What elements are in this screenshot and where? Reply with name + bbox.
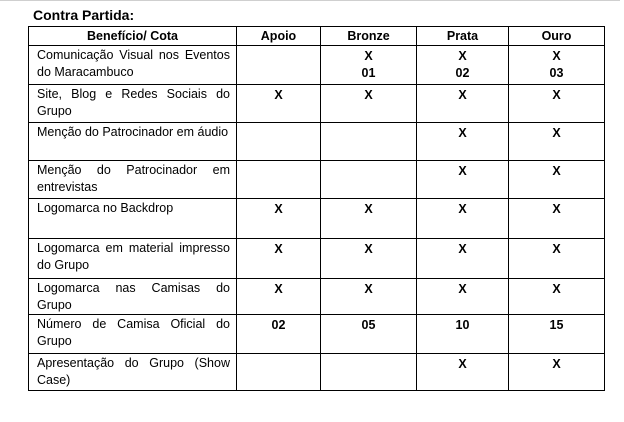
benefit-cell: Apresentação do Grupo (Show Case) xyxy=(29,354,237,391)
cota-bronze-cell: X xyxy=(321,199,417,239)
cota-bronze-cell xyxy=(321,46,417,85)
cota-ouro-cell: X xyxy=(509,123,605,161)
cota-bronze-cell: X xyxy=(321,239,417,279)
cota-apoio-cell: X xyxy=(237,279,321,315)
cota-bronze-cell: 05 xyxy=(321,315,417,354)
cota-apoio-cell: X xyxy=(237,199,321,239)
cota-prata-cell: X xyxy=(417,279,509,315)
cota-ouro-cell xyxy=(509,46,605,85)
cell-value: 01 xyxy=(361,65,376,80)
table-row xyxy=(29,85,605,123)
cota-bronze-cell: X xyxy=(321,279,417,315)
table-row xyxy=(29,161,605,199)
benefit-cell: Site, Blog e Redes Sociais do Grupo xyxy=(29,85,237,123)
cell-value: 03 xyxy=(549,65,564,80)
table-row xyxy=(29,123,605,161)
cota-ouro-cell: X xyxy=(509,85,605,123)
benefit-cell: Menção do Patrocinador em entrevistas xyxy=(29,161,237,199)
table-row xyxy=(29,354,605,391)
cota-prata-cell xyxy=(417,46,509,85)
cell-value: 02 xyxy=(455,65,470,80)
benefit-cell: Comunicação Visual nos Eventos do Maracambuco xyxy=(29,46,237,85)
top-rule xyxy=(0,0,620,4)
cota-ouro-cell: 15 xyxy=(509,315,605,354)
benefit-cell: Logomarca em material impresso do Grupo xyxy=(29,239,237,279)
header-prata: Prata xyxy=(417,27,509,46)
benefit-cell: Número de Camisa Oficial do Grupo xyxy=(29,315,237,354)
cota-apoio-cell xyxy=(237,46,321,85)
cota-bronze-cell xyxy=(321,161,417,199)
cota-apoio-cell: X xyxy=(237,239,321,279)
cota-bronze-cell xyxy=(321,354,417,391)
cota-ouro-cell: X xyxy=(509,199,605,239)
cota-bronze-cell xyxy=(321,123,417,161)
header-benefit: Benefício/ Cota xyxy=(29,27,237,46)
table-row xyxy=(29,239,605,279)
cota-bronze-cell: X xyxy=(321,85,417,123)
cota-prata-cell: X xyxy=(417,354,509,391)
cota-apoio-cell: X xyxy=(237,85,321,123)
table-header-row xyxy=(29,27,605,46)
benefit-cell: Logomarca no Backdrop xyxy=(29,199,237,239)
table-row xyxy=(29,315,605,354)
cota-apoio-cell xyxy=(237,354,321,391)
header-bronze: Bronze xyxy=(321,27,417,46)
cota-prata-cell: X xyxy=(417,199,509,239)
document-title: Contra Partida: xyxy=(33,7,135,23)
cota-prata-cell: X xyxy=(417,239,509,279)
cota-ouro-cell: X xyxy=(509,161,605,199)
cota-prata-cell: X xyxy=(417,161,509,199)
cota-prata-cell: X xyxy=(417,85,509,123)
cota-ouro-cell: X xyxy=(509,354,605,391)
cota-ouro-cell: X xyxy=(509,279,605,315)
benefit-cell: Logomarca nas Camisas do Grupo xyxy=(29,279,237,315)
cota-apoio-cell xyxy=(237,161,321,199)
header-apoio: Apoio xyxy=(237,27,321,46)
table-row xyxy=(29,46,605,85)
cota-apoio-cell: 02 xyxy=(237,315,321,354)
benefit-cell: Menção do Patrocinador em áudio xyxy=(29,123,237,161)
cota-prata-cell: 10 xyxy=(417,315,509,354)
cota-prata-cell: X xyxy=(417,123,509,161)
cell-value: X xyxy=(364,49,373,63)
table-body xyxy=(29,46,605,391)
cell-value: X xyxy=(552,49,561,63)
cota-apoio-cell xyxy=(237,123,321,161)
table-row xyxy=(29,279,605,315)
cell-value: X xyxy=(458,49,467,63)
table-row xyxy=(29,199,605,239)
header-ouro: Ouro xyxy=(509,27,605,46)
benefits-table xyxy=(28,26,605,391)
cota-ouro-cell: X xyxy=(509,239,605,279)
